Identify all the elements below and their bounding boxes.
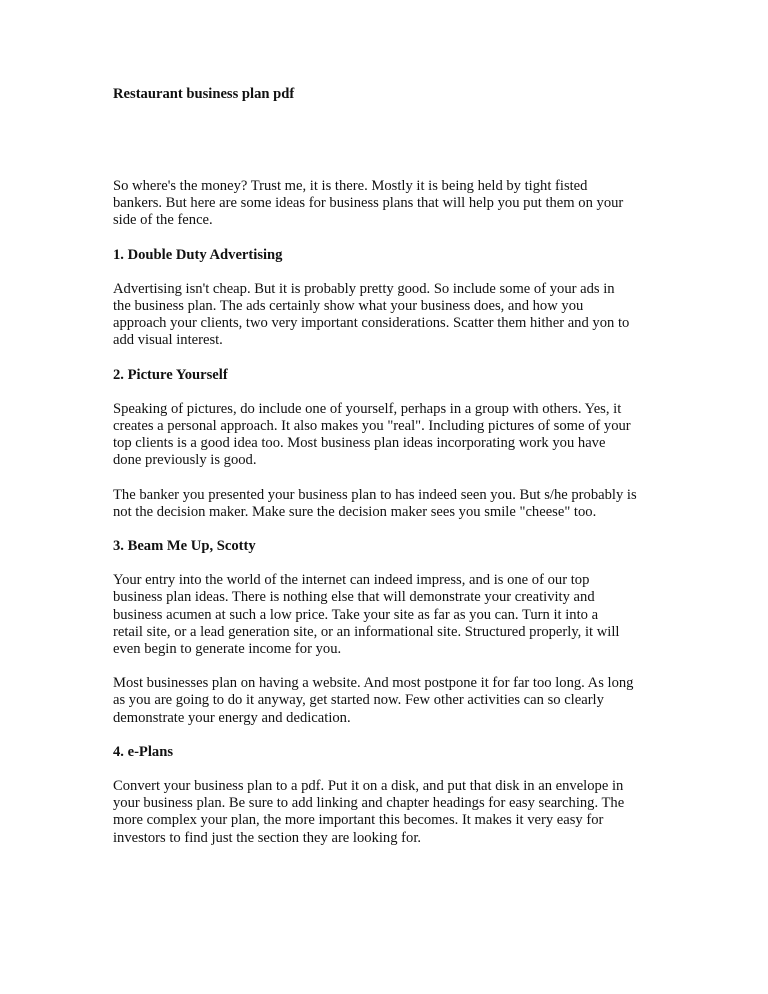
section-paragraph xyxy=(113,487,673,521)
text-line: Speaking of pictures, do include one of yourself, perhaps in a group with others. Yes, it xyxy=(113,400,622,417)
text-line: investors to find just the section they are looking for. xyxy=(113,829,422,846)
text-line: retail site, or a lead generation site, or an informational site. Structured properly, it will xyxy=(113,623,620,640)
section-paragraph xyxy=(113,401,673,470)
text-line: the business plan. The ads certainly show what your business does, and how you xyxy=(113,298,584,315)
text-line: bankers. But here are some ideas for business plans that will help you put them on your xyxy=(113,195,624,212)
document-body xyxy=(113,86,673,847)
intro-paragraph xyxy=(113,178,673,230)
section-paragraph xyxy=(113,572,673,658)
section-paragraph xyxy=(113,778,673,847)
text-line: add visual interest. xyxy=(113,332,223,349)
section-paragraph xyxy=(113,675,673,727)
section-heading-e-plans: 4. e-Plans xyxy=(113,743,173,760)
section-heading-beam-me-up-scotty: 3. Beam Me Up, Scotty xyxy=(113,538,256,555)
text-line: your business plan. Be sure to add linking and chapter headings for easy searching. The xyxy=(113,795,625,812)
text-line: Most businesses plan on having a website. And most postpone it for far too long. As long xyxy=(113,675,634,692)
text-line: more complex your plan, the more important this becomes. It makes it very easy for xyxy=(113,812,604,829)
text-line: even begin to generate income for you. xyxy=(113,641,342,658)
text-line: The banker you presented your business plan to has indeed seen you. But s/he probably is xyxy=(113,486,637,503)
section-heading-picture-yourself: 2. Picture Yourself xyxy=(113,366,228,383)
text-line: not the decision maker. Make sure the decision maker sees you smile "cheese" too. xyxy=(113,503,597,520)
text-line: demonstrate your energy and dedication. xyxy=(113,709,351,726)
text-line: So where's the money? Trust me, it is there. Mostly it is being held by tight fisted xyxy=(113,178,588,194)
text-line: done previously is good. xyxy=(113,452,257,469)
text-line: top clients is a good idea too. Most business plan ideas incorporating work you have xyxy=(113,435,606,452)
text-line: business plan ideas. There is nothing else that will demonstrate your creativity and xyxy=(113,589,595,606)
text-line: side of the fence. xyxy=(113,212,213,229)
text-line: as you are going to do it anyway, get started now. Few other activities can so clearly xyxy=(113,692,604,709)
text-line: business acumen at such a low price. Take your site as far as you can. Turn it into a xyxy=(113,606,599,623)
text-line: creates a personal approach. It also makes you "real". Including pictures of some of your xyxy=(113,418,631,435)
text-line: approach your clients, two very important considerations. Scatter them hither and yon to xyxy=(113,315,630,332)
document-title: Restaurant business plan pdf xyxy=(113,86,295,102)
section-heading-double-duty-advertising: 1. Double Duty Advertising xyxy=(113,246,283,263)
text-line: Advertising isn't cheap. But it is probably pretty good. So include some of your ads in xyxy=(113,280,615,297)
section-paragraph xyxy=(113,281,673,350)
text-line: Convert your business plan to a pdf. Put it on a disk, and put that disk in an envelope in xyxy=(113,778,624,795)
text-line: Your entry into the world of the internet can indeed impress, and is one of our top xyxy=(113,572,590,589)
